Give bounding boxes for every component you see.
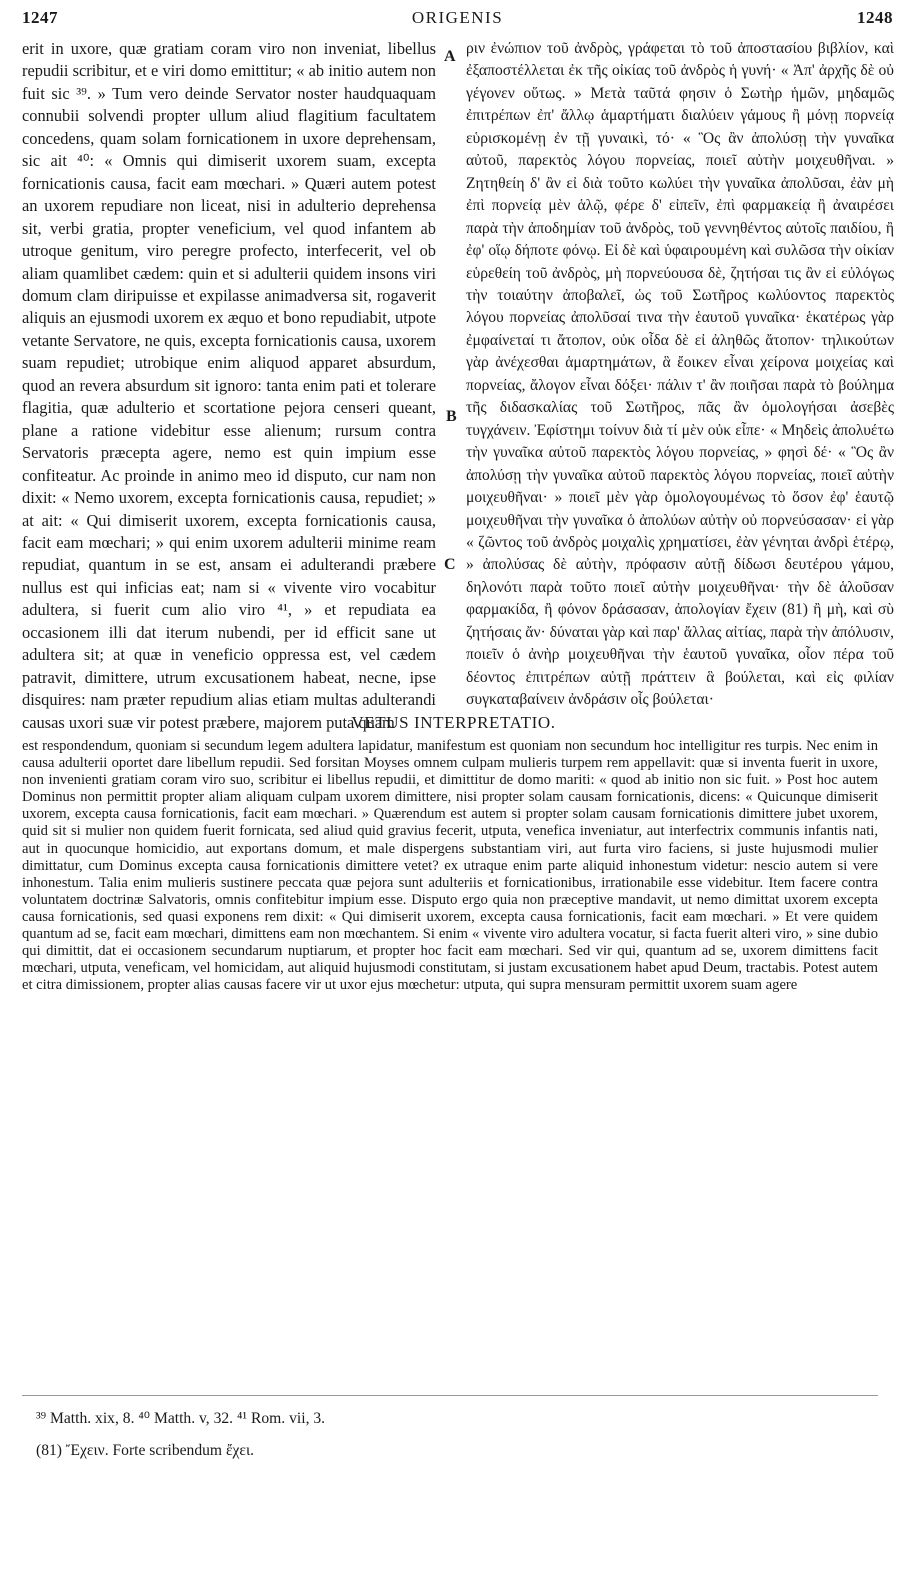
right-page-number: 1248: [857, 8, 893, 27]
greek-text: ριν ἐνώπιον τοῦ ἀνδρὸς, γράφεται τὸ τοῦ ἀποστασίου βιβλίον, καὶ ἐξαποστέλλεται ἐκ τῆς οἰκίας τοῦ ἀνδρὸς ἡ γυνή· « Ἀπ' ἀρχῆς δὲ οὐ γέγονεν οὕτως. » Μετὰ ταῦτά φησιν ὁ Σωτὴρ ἡμῶν, μηδαμῶς ἐπιτρέπων ἐπ' ἄλλῳ ἁμαρτήματι διαλύειν γάμους ἢ μόνῃ πορνείᾳ εὑρισκομένῃ ἐν τῇ γυναικὶ, τό· « Ὃς ἂν ἀπολύσῃ τὴν γυναῖκα αὐτοῦ, παρεκτὸς λόγου πορνείας, ποιεῖ αὐτὴν μοιχευθῆναι. » Ζητηθείη δ' ἂν εἰ διὰ τοῦτο κωλύει τὴν γυναῖκα ἀπολῦσαι, ἐὰν μὴ ἐπὶ πορνείᾳ μὲν ἁλῷ, φέρε δ' εἰπεῖν, ἐπὶ φαρμακείᾳ ἢ ἀναιρέσει παρὰ τὴν ἀποδημίαν τοῦ ἀνδρὸς, τοῦ γεννηθέντος αὐτοῖς παιδίου, ἢ ἐφ' οἵῳ δήποτε φόνῳ. Εἰ δὲ καὶ ὑφαιρουμένη καὶ συλῶσα τὴν οἰκίαν εὑρεθείη τοῦ ἀνδρὸς, μὴ πορνεύουσα δὲ, ζητήσαι τις ἂν εἰ εὐλόγως τὴν τοιαύτην ἀποβαλεῖ, ὡς τοῦ Σωτῆρος κωλύοντος παρεκτὸς λόγου πορνείας ἀπολῦσαί τινα τὴν ἑαυτοῦ γυναῖκα· ἑκατέρως γὰρ ἐμφαίνεταί τι ἄτοπον, οὐκ οἶδα δὲ εἰ ἀληθῶς ἄτοπον· τηλικούτων γὰρ ἀνέχεσθαι ἁμαρτημάτων, ἃ ἔοικεν εἶναι χείρονα μοιχείας καὶ πορνείας, ἄλογον εἶναι δόξει· πάλιν τ' ἂν ποιῆσαι παρὰ τὸ βούλημα τῆς διδασκαλίας τοῦ Σωτῆρος, πᾶς ἂν ὁμολογήσαι ἀσεβὲς τυγχάνειν. Ἐφίστημι τοίνυν διὰ τί μὲν οὐκ εἶπε· « Μηδεὶς ἀπολυέτω τὴν γυναῖκα αὐτοῦ παρεκτὸς λόγου πορνείας, » φησὶ δέ· « Ὃς ἂν ἀπολύσῃ τὴν γυναῖκα αὐτοῦ παρεκτὸς λόγου πορνείας, ποιεῖ αὐτὴν μοιχευθῆναι· » ποιεῖ μὲν γὰρ ὁμολογουμένως τὸ ὅσον ἐφ' ἑαυτῷ μοιχευθῆναι τὴν γυναῖκα ὁ ἀπολύων αὐτὴν οὐ πορνεύσασαν· εἰ γὰρ « ζῶντος τοῦ ἀνδρὸς μοιχαλὶς χρηματίσει, ἐὰν γένηται ἀνδρὶ ἑτέρῳ, » ἀπολύσας δὲ αὐτὴν, πρόφασιν αὐτῇ δίδωσι δευτέρου γάμου, δηλονότι παρὰ τοῦτο ποιεῖ αὐτὴν μοιχευθῆναι· τὴν δὲ ἁλοῦσαν φαρμακίδα, ἢ φόνον δράσασαν, ἀπολογίαν ἔχειν (81) ἢ μὴ, καὶ σὺ ζητήσαις ἄν· δύναται γὰρ καὶ παρ' ἄλλας αἰτίας, παρὰ τὴν ἀπόλυσιν, ποιεῖν ὁ ἀνὴρ μοιχευθῆναι τὴν ἑαυτοῦ γυναῖκα, οἷον πέρα τοῦ δέοντος ἐπιτρέπων αὐτῇ πράττειν ἃ βούλεται, καὶ εἰς φιλίαν συγκαταβαίνειν ἀνδράσιν οἷς βούλεται·: [466, 40, 894, 709]
margin-marker-a: A: [444, 48, 456, 65]
vetus-interpretatio-title: VETUS INTERPRETATIO.: [351, 713, 556, 732]
left-page-number: 1247: [22, 8, 58, 27]
margin-marker-c: C: [444, 556, 456, 573]
margin-marker-b: B: [446, 408, 457, 425]
editorial-note: (81) Ἔχειν. Forte scribendum ἔχει.: [36, 1442, 255, 1459]
scripture-references: ³⁹ Matth. xix, 8. ⁴⁰ Matth. v, 32. ⁴¹ Rom. vii, 3.: [36, 1410, 326, 1427]
latin-text: erit in uxore, quæ gratiam coram viro non inveniat, libellus repudii scribitur, et e viri domo emittitur; « ab initio autem non fuit sic ³⁹. » Tum vero deinde Servator noster haudquaquam connubii solvendi propter ullum aliud flagitium facultatem concedens, quam solam fornicationem in uxore deprehensam, sic ait ⁴⁰: « Omnis qui dimiserit uxorem suam, excepta fornicationis causa, facit eam mœchari. » Quæri autem potest an uxorem repudiare non liceat, nisi in adulterio deprehensa sit, verbi gratia, propter veneficium, vel quod infantem ab utroque genitum, viro peregre profecto, interfecerit, vel ob aliam quamlibet cædem: quin et si adulterii quidem insons viri domum clam diripuisse et expilasse animadversa sit, rogaverit aliquis an ejusmodi uxorem ex æquo et bono repudiabit, utpote vetante Servatore, ne quis, excepta fornicationis causa, uxorem suam repudiet; utrobique enim aliquod apparet absurdum, quod an revera absurdum sit ignoro: tanta enim pati et tolerare flagitia, quæ adulterio et scortatione pejora censeri queant, plane a ratione videbitur esse alienum; rursum contra Servatoris præcepta agere, nemo est quin impium esse confiteatur. Ac proinde in animo meo id disputo, cur nam non dixit: « Nemo uxorem, excepta fornicationis causa, repudiet; » at ait: « Qui dimiserit uxorem, excepta fornicationis causa, facit eam mœchari; » qui enim uxorem adulterii minime ream repudiat, quantum in se est, ansam ei adulterandi præbere nullus est qui inficias eat; nam si « vivente viro vocabitur adultera, si fuerit cum alio viro ⁴¹, » et repudiata ea occasionem illi dat iterum nubendi, per id efficit sane ut adultera sit; at quæ in veneficio oppressa est, vel cædem patravit, dimittere, utrum excusationem habeat, necne, ipse disquires: nam præter repudium alias etiam multas adulterandi causas uxori suæ vir potest præbere, majorem puta quam: [22, 39, 436, 732]
footnote-divider: [22, 1395, 878, 1396]
greek-column: [466, 38, 894, 712]
latin-column: [22, 38, 436, 734]
running-title: ORIGENIS: [411, 8, 504, 27]
vetus-interpretatio-text: est respondendum, quoniam si secundum legem adultera lapidatur, manifestum est quoniam non secundum hoc intelligitur res turpis. Nec enim in causa adulterii oportet dare libellum repudii. Sed forsitan Moyses omnem culpam mulieris turpem rem appellavit: quæ si inventa fuerit in uxore, non invenienti gratiam coram viro suo, scribitur ei libellus repudii, et dimittitur de domo mariti: « quod ab initio non sic fuit. » Post hoc autem Dominus non permittit propter aliam aliquam culpam uxorem dimittere, nisi propter solam causam fornicationis, dicens: « Quicunque dimiserit uxorem, excepta causa fornicationis, facit eam mœchari. » Quærendum est autem si propter solam causam fornicationis dimittere jubet uxorem, quid sit si mulier non quidem fuerit fornicata, sed aliud quid gravius fecerit, utputa, venefica inveniatur, aut interfectrix communis infantis nati, aut in quocunque homicidio, aut exportans domum, et male dispergens substantiam viri, aut furta viro faciens, si juste hujusmodi mulier dimittatur, cum Dominus excepta causa fornicationis dimittere vetet? ex utraque enim parte aliquid inhonestum videtur: nescio autem si vere inhonestum. Talia enim mulieris sustinere peccata quæ pejora sunt adulteriis et fornicationibus, irrationabile esse videbitur. Item facere contra voluntatem doctrinæ Salvatoris, omnis confitebitur impium esse. Disputo ergo quia non præceptive mandavit, ut nemo dimittat uxorem excepta causa fornicationis, sed quasi exponens rem dixit: « Qui dimiserit uxorem, excepta causa fornicationis, facit eam mœchari. » Et vere quidem quantum ad se, facit eam mœchari, dimittens eam non mœchantem. Si enim « vivente viro adultera vocatur, si facta fuerit alteri viro, » sine dubio qui dimittit, dat ei occasionem secundarum nuptiarum, et propter hoc facit eam mœchari. Sed vir qui, quantum ad se, uxorem dimittens facit mœchari, utputa, veneficam, vel homicidam, aut aliquid hujusmodi constitutam, si justam excusationem habet apud Deum, tractabis. Potest autem et citra dimissionem, propter alias causas facere vir ut uxor ejus mœchetur: utputa, qui supra mensuram permittit uxorem suam agere: [22, 738, 878, 994]
page-header: [22, 8, 893, 36]
